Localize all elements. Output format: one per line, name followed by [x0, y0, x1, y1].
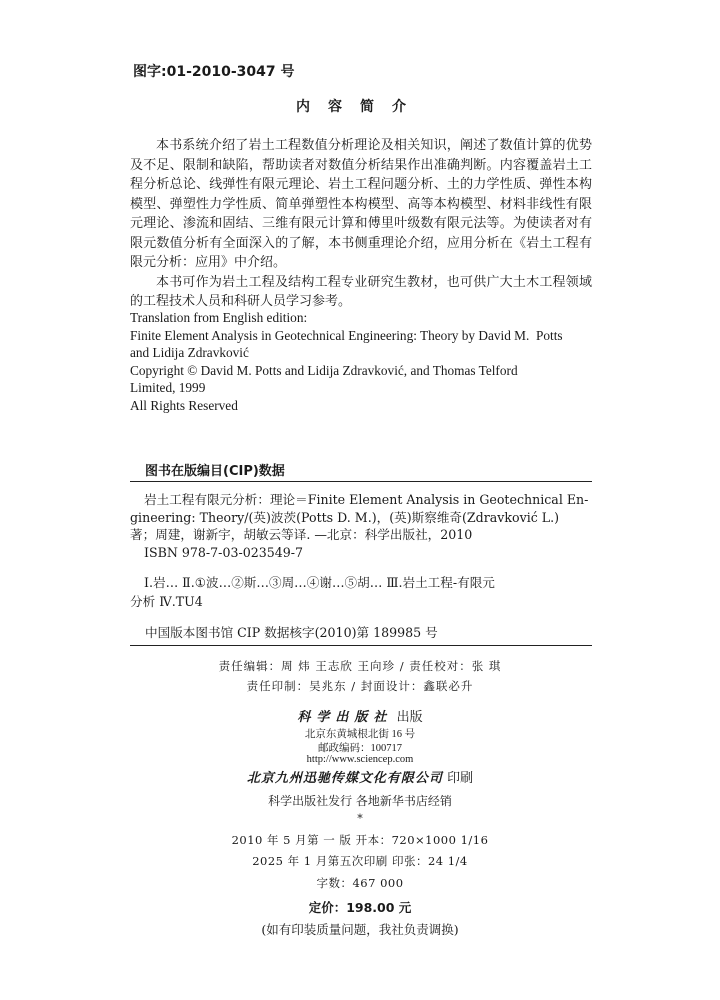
copyright-permit-number: 图字:01-2010-3047 号 [133, 64, 295, 80]
english-line: Copyright © David M. Potts and Lidija Zdravković, and Thomas Telford [130, 362, 518, 378]
cip-line: 岩土工程有限元分析：理论＝Finite Element Analysis in Geotechnical En- [144, 492, 589, 507]
editor-credits: 责任编辑：周 炜 王志欣 王向珍 / 责任校对：张 琪 [218, 659, 502, 673]
printer-suffix: 印刷 [447, 771, 474, 786]
english-line: Finite Element Analysis in Geotechnical Engineering: Theory by David M. Potts [130, 327, 563, 343]
summary-paragraph: 本书系统介绍了岩土工程数值分析理论及相关知识，阐述了数值计算的优势及不足、限制和缺陷，帮助读者对数值分析结果作出准确判断。内容覆盖岩土工程分析总论、线弹性有限元理论、岩土工程问题分析、土的力学性质、弹性本构模型、弹塑性力学性质、简单弹塑性本构模型、高等本构模型、材料非线性有限元理论、渗流和固结、三维有限元计算和傅里叶级数有限元法等。为使读者对有限元数值分析有全面深入的了解，本书侧重理论介绍，应用分析在《岩土工程有限元分析：应用》中介绍。 [130, 138, 592, 270]
publisher-url: http://www.sciencep.com [306, 754, 414, 765]
english-line: Translation from English edition: [130, 310, 308, 325]
quality-notice: (如有印装质量问题，我社负责调换) [261, 922, 459, 937]
cip-class-line: 分析 Ⅳ.TU4 [130, 594, 203, 609]
cip-top-rule [130, 481, 592, 482]
cip-isbn: ISBN 978-7-03-023549-7 [144, 544, 304, 560]
summary-heading: 内容简介 [296, 99, 424, 115]
summary-text [130, 136, 592, 312]
printer-line [0, 767, 720, 786]
separator-asterisk: * [357, 812, 363, 825]
publisher-address: 北京东黄城根北街 16 号 [304, 729, 416, 740]
edition-line: 2010 年 5 月第 一 版 开本：720×1000 1/16 [231, 833, 489, 847]
cip-line: gineering: Theory/(英)波茨(Potts D. M.)，(英)斯察维奇(Zdravković L.) [130, 509, 560, 525]
english-line: Limited, 1999 [130, 380, 206, 395]
printer-name: 北京九州迅驰传媒文化有限公司 [246, 771, 443, 786]
cip-data-number: 中国版本图书馆 CIP 数据核字(2010)第 189985 号 [145, 625, 438, 640]
cip-classification [130, 573, 594, 611]
cip-class-line: Ⅰ.岩… Ⅱ.①波…②斯…③周…④谢…⑤胡… Ⅲ.岩土工程-有限元 [144, 575, 495, 590]
word-count-line: 字数：467 000 [316, 876, 404, 890]
production-credits: 责任印制：吴兆东 / 封面设计：鑫联必升 [246, 679, 474, 693]
cip-bottom-rule [130, 645, 592, 646]
printing-line: 2025 年 1 月第五次印刷 印张：24 1/4 [252, 854, 468, 868]
english-line: All Rights Reserved [130, 397, 238, 413]
cip-title: 图书在版编目(CIP)数据 [145, 464, 285, 479]
english-line: and Lidija Zdravković [130, 345, 249, 360]
english-edition-notice [130, 309, 595, 414]
cip-line: 著；周建，谢新宇，胡敏云等译. —北京：科学出版社，2010 [130, 527, 473, 542]
publisher-name: 科学出版社 [297, 710, 393, 725]
publisher-postcode: 邮政编码：100717 [318, 743, 402, 754]
summary-paragraph: 本书可作为岩土工程及结构工程专业研究生教材，也可供广大土木工程领域的工程技术人员和科研人员学习参考。 [130, 274, 592, 309]
publisher-suffix: 出版 [396, 710, 423, 725]
publisher-line [0, 706, 720, 725]
cip-record [130, 491, 594, 561]
price: 定价：198.00 元 [308, 900, 412, 915]
distribution-line: 科学出版社发行 各地新华书店经销 [268, 794, 452, 808]
